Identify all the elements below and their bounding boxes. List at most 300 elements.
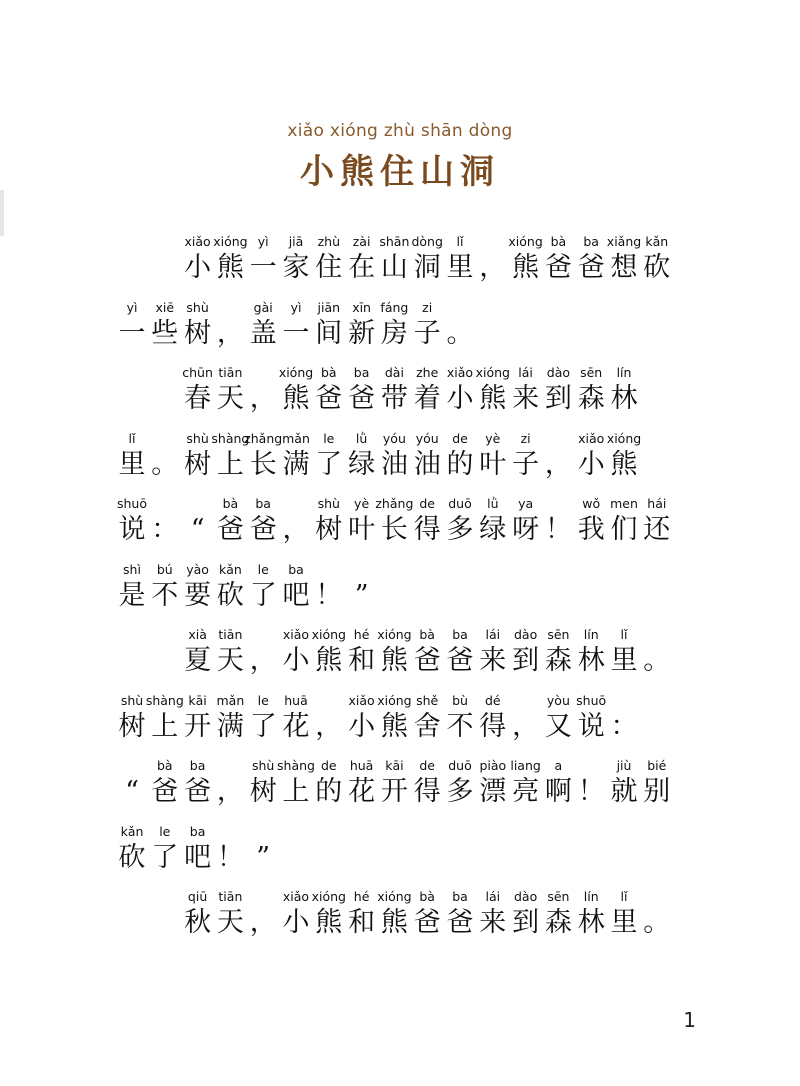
hanzi-character: ” bbox=[354, 579, 369, 611]
text-line bbox=[0, 365, 800, 429]
hanzi-character: 里 bbox=[610, 645, 638, 676]
hanzi-character: 里 bbox=[118, 448, 146, 480]
pinyin-annotation: fáng bbox=[380, 299, 409, 315]
pinyin-annotation: shù bbox=[317, 496, 340, 511]
character-cell bbox=[116, 431, 148, 495]
hanzi-character: 洞 bbox=[413, 252, 441, 283]
hanzi-character: 家 bbox=[282, 252, 310, 283]
hanzi-character: 熊 bbox=[512, 252, 540, 283]
pinyin-annotation: xiǎng bbox=[606, 234, 642, 249]
character-cell bbox=[641, 758, 673, 822]
hanzi-character: 。 bbox=[151, 448, 179, 480]
hanzi-character: “ bbox=[190, 514, 205, 545]
hanzi-character: 开 bbox=[184, 710, 212, 742]
hanzi-character: 爸 bbox=[413, 645, 441, 676]
hanzi-character: 间 bbox=[315, 317, 343, 349]
pinyin-annotation: lái bbox=[485, 627, 501, 642]
pinyin-annotation: yào bbox=[186, 561, 209, 577]
hanzi-character: 叶 bbox=[348, 514, 376, 545]
hanzi-character: 房 bbox=[380, 317, 408, 349]
pinyin-annotation: lǐ bbox=[620, 627, 628, 642]
hanzi-character: 漂 bbox=[479, 776, 507, 807]
hanzi-character: 里 bbox=[610, 907, 638, 938]
hanzi-character: 里 bbox=[446, 252, 474, 283]
hanzi-character: 爸 bbox=[315, 383, 343, 414]
hanzi-character: 。 bbox=[643, 907, 671, 938]
character-cell bbox=[346, 562, 378, 626]
pinyin-annotation: xià bbox=[188, 627, 207, 642]
pinyin-annotation: wǒ bbox=[582, 496, 601, 511]
hanzi-character: 又 bbox=[544, 710, 572, 742]
pinyin-annotation: shù bbox=[120, 692, 144, 708]
hanzi-character: ！ bbox=[577, 776, 605, 807]
pinyin-annotation: lín bbox=[583, 627, 599, 642]
pinyin-annotation: yòu bbox=[546, 692, 570, 708]
hanzi-character: 砍 bbox=[216, 579, 244, 611]
pinyin-annotation: lín bbox=[583, 889, 599, 904]
character-cell bbox=[280, 562, 312, 626]
pinyin-annotation: hái bbox=[647, 496, 667, 511]
hanzi-character: 小 bbox=[184, 252, 212, 283]
hanzi-character: 是 bbox=[118, 579, 146, 611]
title-pinyin: xiǎo xióng zhù shān dòng bbox=[287, 121, 513, 141]
hanzi-character: ， bbox=[315, 710, 343, 742]
character-cell bbox=[214, 889, 246, 953]
text-line bbox=[0, 234, 800, 298]
hanzi-character: ， bbox=[282, 514, 310, 545]
pinyin-annotation: yè bbox=[485, 430, 501, 446]
pinyin-annotation: yóu bbox=[415, 430, 439, 446]
character-cell bbox=[247, 824, 279, 888]
hanzi-character: 一 bbox=[282, 317, 310, 349]
hanzi-character: 。 bbox=[643, 645, 671, 676]
hanzi-character: ， bbox=[544, 448, 572, 480]
hanzi-character: 的 bbox=[446, 448, 474, 480]
hanzi-character: 森 bbox=[544, 907, 572, 938]
hanzi-character: 子 bbox=[512, 448, 540, 480]
pinyin-annotation: ba bbox=[189, 758, 206, 773]
hanzi-character: 的 bbox=[315, 776, 343, 807]
hanzi-character: 得 bbox=[413, 514, 441, 545]
hanzi-character: 林 bbox=[610, 383, 638, 414]
pinyin-annotation: huā bbox=[284, 692, 308, 708]
hanzi-character: 森 bbox=[544, 645, 572, 676]
pinyin-annotation: xióng bbox=[377, 627, 412, 642]
pinyin-annotation: zhǎng bbox=[244, 430, 283, 446]
hanzi-character: 些 bbox=[151, 317, 179, 349]
hanzi-character: 砍 bbox=[118, 841, 146, 873]
hanzi-character: 熊 bbox=[380, 645, 408, 676]
hanzi-character: 爸 bbox=[446, 645, 474, 676]
character-cell bbox=[608, 365, 640, 429]
hanzi-character: ， bbox=[249, 645, 277, 676]
hanzi-character: ， bbox=[216, 776, 244, 807]
pinyin-annotation: xióng bbox=[311, 627, 346, 642]
pinyin-annotation: shù bbox=[252, 758, 275, 773]
hanzi-character: 吧 bbox=[282, 579, 310, 611]
character-cell bbox=[411, 300, 443, 364]
text-line bbox=[0, 758, 800, 822]
pinyin-annotation: lǐ bbox=[620, 889, 628, 904]
page-edge-mark bbox=[0, 190, 4, 236]
character-cell bbox=[510, 496, 542, 560]
hanzi-character: 春 bbox=[184, 383, 212, 414]
hanzi-character: 熊 bbox=[380, 907, 408, 938]
hanzi-character: 熊 bbox=[315, 645, 343, 676]
pinyin-annotation: xiǎo bbox=[578, 430, 605, 446]
pinyin-annotation: xiǎo bbox=[348, 692, 375, 708]
pinyin-annotation: ya bbox=[518, 496, 534, 511]
pinyin-annotation: bà bbox=[156, 758, 173, 773]
character-cell bbox=[608, 431, 640, 495]
character-cell bbox=[214, 627, 246, 691]
pinyin-annotation: ba bbox=[583, 234, 599, 249]
hanzi-character: 树 bbox=[184, 317, 212, 349]
pinyin-annotation: shuō bbox=[576, 692, 607, 708]
pinyin-annotation: bú bbox=[156, 561, 173, 577]
pinyin-annotation: kāi bbox=[188, 692, 207, 708]
pinyin-annotation: jiān bbox=[317, 299, 341, 315]
hanzi-character: “ bbox=[125, 776, 139, 807]
pinyin-annotation: jiā bbox=[288, 234, 304, 249]
pinyin-annotation: mǎn bbox=[282, 430, 310, 446]
hanzi-character: 盖 bbox=[249, 317, 277, 349]
pinyin-annotation: dài bbox=[384, 365, 404, 380]
text-line bbox=[0, 889, 800, 953]
pinyin-annotation: xióng bbox=[508, 234, 543, 249]
pinyin-annotation: mǎn bbox=[216, 692, 245, 708]
pinyin-annotation: ba bbox=[189, 823, 206, 839]
pinyin-annotation: shān bbox=[379, 234, 410, 249]
hanzi-character: 熊 bbox=[610, 448, 638, 480]
hanzi-character: 森 bbox=[577, 383, 605, 414]
pinyin-annotation: xiǎo bbox=[446, 365, 474, 380]
hanzi-character: 着 bbox=[413, 383, 441, 414]
pinyin-annotation: men bbox=[610, 496, 638, 511]
hanzi-character: 到 bbox=[512, 645, 540, 676]
pinyin-annotation: duō bbox=[448, 496, 472, 511]
pinyin-annotation: de bbox=[419, 496, 435, 511]
hanzi-character: 要 bbox=[184, 579, 212, 611]
hanzi-character: 了 bbox=[249, 710, 277, 742]
hanzi-character: 小 bbox=[577, 448, 605, 480]
hanzi-character: ” bbox=[256, 841, 271, 873]
pinyin-annotation: xióng bbox=[278, 365, 314, 380]
hanzi-character: 还 bbox=[643, 514, 671, 545]
hanzi-character: 在 bbox=[348, 252, 376, 283]
pinyin-annotation: xīn bbox=[352, 299, 371, 315]
pinyin-annotation: xióng bbox=[606, 430, 642, 446]
pinyin-annotation: ba bbox=[452, 627, 468, 642]
pinyin-annotation: zài bbox=[352, 234, 371, 249]
pinyin-annotation: shě bbox=[416, 692, 439, 708]
pinyin-annotation: xióng bbox=[213, 234, 248, 249]
pinyin-annotation: bà bbox=[419, 889, 435, 904]
hanzi-character: 了 bbox=[249, 579, 277, 611]
pinyin-annotation: yì bbox=[126, 299, 138, 315]
pinyin-annotation: lái bbox=[485, 889, 501, 904]
pinyin-annotation: sēn bbox=[580, 365, 603, 380]
pinyin-annotation: zi bbox=[422, 299, 433, 315]
hanzi-character: 满 bbox=[216, 710, 244, 742]
hanzi-character: 天 bbox=[216, 645, 244, 676]
pinyin-annotation: a bbox=[554, 758, 563, 773]
pinyin-annotation: tiān bbox=[218, 889, 243, 904]
hanzi-character: 熊 bbox=[282, 383, 310, 414]
hanzi-character: 带 bbox=[380, 383, 408, 414]
hanzi-character: 想 bbox=[610, 252, 638, 283]
hanzi-character: 多 bbox=[446, 514, 474, 545]
hanzi-character: 爸 bbox=[348, 383, 376, 414]
hanzi-character: 到 bbox=[512, 907, 540, 938]
pinyin-annotation: tiān bbox=[218, 365, 243, 380]
character-cell bbox=[608, 627, 640, 691]
character-cell bbox=[510, 431, 542, 495]
pinyin-annotation: liang bbox=[510, 758, 541, 773]
hanzi-character: 爸 bbox=[544, 252, 572, 283]
character-cell bbox=[575, 693, 607, 757]
hanzi-character: 上 bbox=[151, 710, 179, 742]
hanzi-character: 叶 bbox=[479, 448, 507, 480]
pinyin-annotation: kǎn bbox=[645, 234, 669, 249]
hanzi-character: 熊 bbox=[315, 907, 343, 938]
hanzi-character: 林 bbox=[577, 645, 605, 676]
pinyin-annotation: shàng bbox=[277, 758, 315, 773]
pinyin-annotation: yì bbox=[257, 234, 269, 249]
hanzi-character: 爸 bbox=[446, 907, 474, 938]
hanzi-character: 吧 bbox=[184, 841, 212, 873]
hanzi-character: 花 bbox=[282, 710, 310, 742]
hanzi-character: 绿 bbox=[479, 514, 507, 545]
hanzi-character: 长 bbox=[249, 448, 277, 480]
pinyin-annotation: xiǎo bbox=[282, 889, 310, 904]
hanzi-character: 长 bbox=[380, 514, 408, 545]
hanzi-character: 夏 bbox=[184, 645, 212, 676]
pinyin-annotation: duō bbox=[448, 758, 472, 773]
pinyin-annotation: sēn bbox=[547, 889, 570, 904]
hanzi-character: 别 bbox=[643, 776, 671, 807]
hanzi-character: 到 bbox=[544, 383, 572, 414]
page-number: 1 bbox=[683, 1008, 696, 1032]
hanzi-character: 秋 bbox=[184, 907, 212, 938]
character-cell bbox=[247, 496, 279, 560]
pinyin-annotation: lǜ bbox=[487, 496, 499, 511]
pinyin-annotation: ba bbox=[353, 365, 370, 380]
hanzi-character: 爸 bbox=[577, 252, 605, 283]
hanzi-character: 和 bbox=[348, 645, 376, 676]
character-cell bbox=[116, 496, 148, 560]
hanzi-character: 了 bbox=[151, 841, 179, 873]
hanzi-character: 就 bbox=[610, 776, 638, 807]
character-cell bbox=[608, 889, 640, 953]
pinyin-annotation: ba bbox=[288, 561, 304, 577]
pinyin-annotation: chūn bbox=[182, 365, 213, 380]
hanzi-character: 熊 bbox=[479, 383, 507, 414]
hanzi-character: 爸 bbox=[151, 776, 179, 807]
character-cell bbox=[477, 693, 509, 757]
hanzi-character: ！ bbox=[544, 514, 572, 545]
text-line bbox=[0, 627, 800, 691]
hanzi-character: 一 bbox=[118, 317, 146, 349]
character-cell bbox=[313, 562, 345, 626]
pinyin-annotation: de bbox=[452, 430, 468, 446]
hanzi-character: 得 bbox=[413, 776, 441, 807]
pinyin-annotation: shàng bbox=[145, 692, 184, 708]
pinyin-annotation: dào bbox=[513, 889, 538, 904]
hanzi-character: 树 bbox=[118, 710, 146, 742]
hanzi-character: ！ bbox=[216, 841, 244, 873]
pinyin-annotation: bà bbox=[419, 627, 435, 642]
text-line bbox=[0, 824, 800, 888]
hanzi-character: 亮 bbox=[512, 776, 540, 807]
hanzi-character: ！ bbox=[315, 579, 343, 611]
hanzi-character: 我 bbox=[577, 514, 605, 545]
hanzi-character: 一 bbox=[249, 252, 277, 283]
hanzi-character: 了 bbox=[315, 448, 343, 480]
text-line bbox=[0, 693, 800, 757]
hanzi-character: ： bbox=[151, 514, 179, 545]
hanzi-character: 油 bbox=[413, 448, 441, 480]
hanzi-character: 爸 bbox=[184, 776, 212, 807]
pinyin-annotation: kǎn bbox=[120, 823, 144, 839]
character-cell bbox=[608, 693, 640, 757]
pinyin-annotation: yóu bbox=[382, 430, 406, 446]
hanzi-character: ， bbox=[249, 907, 277, 938]
hanzi-character: 爸 bbox=[249, 514, 277, 545]
hanzi-character: 树 bbox=[249, 776, 277, 807]
pinyin-annotation: bà bbox=[320, 365, 337, 380]
hanzi-character: 爸 bbox=[413, 907, 441, 938]
page-title: 小熊住山洞 bbox=[300, 152, 500, 192]
character-cell bbox=[280, 693, 312, 757]
pinyin-annotation: bà bbox=[222, 496, 239, 511]
hanzi-character: 砍 bbox=[643, 252, 671, 283]
hanzi-character: 爸 bbox=[216, 514, 244, 545]
pinyin-annotation: bié bbox=[647, 758, 667, 773]
hanzi-character: 小 bbox=[348, 710, 376, 742]
hanzi-character: ， bbox=[249, 383, 277, 414]
pinyin-annotation: lái bbox=[518, 365, 533, 380]
pinyin-annotation: yì bbox=[290, 299, 302, 315]
pinyin-annotation: lín bbox=[616, 365, 632, 380]
pinyin-annotation: xiǎo bbox=[184, 234, 211, 249]
pinyin-annotation: dé bbox=[484, 692, 501, 708]
character-cell bbox=[182, 300, 214, 364]
hanzi-character: 舍 bbox=[413, 710, 441, 742]
character-cell bbox=[444, 234, 476, 298]
pinyin-annotation: lǐ bbox=[128, 430, 136, 446]
hanzi-character: 树 bbox=[315, 514, 343, 545]
pinyin-annotation: sēn bbox=[547, 627, 570, 642]
hanzi-character: 油 bbox=[380, 448, 408, 480]
hanzi-character: 来 bbox=[479, 645, 507, 676]
hanzi-character: 来 bbox=[512, 383, 540, 414]
pinyin-annotation: jiù bbox=[616, 758, 632, 773]
text-line bbox=[0, 562, 800, 626]
hanzi-character: 山 bbox=[380, 252, 408, 283]
pinyin-annotation: shù bbox=[186, 299, 209, 315]
pinyin-annotation: de bbox=[419, 758, 435, 773]
pinyin-annotation: lǐ bbox=[456, 234, 464, 249]
character-cell bbox=[214, 824, 246, 888]
pinyin-annotation: hé bbox=[353, 627, 370, 642]
hanzi-character: 和 bbox=[348, 907, 376, 938]
pinyin-annotation: bù bbox=[452, 692, 468, 708]
character-cell bbox=[641, 496, 673, 560]
pinyin-annotation: shù bbox=[186, 430, 209, 446]
pinyin-annotation: tiān bbox=[218, 627, 243, 642]
character-cell bbox=[641, 627, 673, 691]
pinyin-annotation: shàng bbox=[211, 430, 250, 446]
hanzi-character: 树 bbox=[184, 448, 212, 480]
hanzi-character: 不 bbox=[151, 579, 179, 611]
hanzi-character: 说 bbox=[118, 514, 146, 545]
hanzi-character: ： bbox=[610, 710, 638, 742]
hanzi-character: 来 bbox=[479, 907, 507, 938]
hanzi-character: ， bbox=[512, 710, 540, 742]
pinyin-annotation: de bbox=[320, 758, 337, 773]
pinyin-annotation: qiū bbox=[187, 889, 208, 904]
pinyin-annotation: shuō bbox=[116, 496, 147, 511]
pinyin-annotation: xióng bbox=[311, 889, 346, 904]
hanzi-character: 得 bbox=[479, 710, 507, 742]
hanzi-character: 多 bbox=[446, 776, 474, 807]
hanzi-character: 说 bbox=[577, 710, 605, 742]
hanzi-character: 。 bbox=[446, 317, 474, 349]
hanzi-character: 啊 bbox=[544, 776, 572, 807]
character-cell bbox=[182, 758, 214, 822]
text-line bbox=[0, 496, 800, 560]
pinyin-annotation: zhù bbox=[317, 234, 340, 249]
hanzi-character: 住 bbox=[315, 252, 343, 283]
pinyin-annotation: huā bbox=[349, 758, 374, 773]
character-cell bbox=[214, 365, 246, 429]
pinyin-annotation: piào bbox=[479, 758, 507, 773]
character-cell bbox=[182, 824, 214, 888]
hanzi-character: 林 bbox=[577, 907, 605, 938]
pinyin-annotation: xiǎo bbox=[282, 627, 310, 642]
pinyin-annotation: yè bbox=[354, 496, 370, 511]
pinyin-annotation: kǎn bbox=[218, 561, 242, 577]
pinyin-annotation: dào bbox=[546, 365, 571, 380]
hanzi-character: 小 bbox=[282, 645, 310, 676]
pinyin-annotation: zi bbox=[520, 430, 531, 446]
pinyin-annotation: xióng bbox=[475, 365, 510, 380]
hanzi-character: ， bbox=[216, 317, 244, 349]
pinyin-annotation: le bbox=[159, 823, 171, 839]
hanzi-character: 上 bbox=[216, 448, 244, 480]
hanzi-character: 小 bbox=[446, 383, 474, 414]
character-cell bbox=[149, 496, 181, 560]
text-line bbox=[0, 431, 800, 495]
pinyin-annotation: bà bbox=[550, 234, 567, 249]
pinyin-annotation: le bbox=[257, 692, 269, 708]
pinyin-annotation: xióng bbox=[377, 692, 412, 708]
pinyin-annotation: dào bbox=[513, 627, 538, 642]
pinyin-annotation: dòng bbox=[411, 234, 443, 249]
character-cell bbox=[444, 300, 476, 364]
pinyin-annotation: ba bbox=[452, 889, 468, 904]
pinyin-annotation: zhe bbox=[416, 365, 439, 380]
hanzi-character: 小 bbox=[282, 907, 310, 938]
text-line bbox=[0, 300, 800, 364]
pinyin-annotation: hé bbox=[353, 889, 370, 904]
pinyin-annotation: gài bbox=[253, 299, 273, 315]
character-cell bbox=[641, 234, 673, 298]
hanzi-character: 们 bbox=[610, 514, 638, 545]
hanzi-character: 不 bbox=[446, 710, 474, 742]
hanzi-character: 新 bbox=[348, 317, 376, 349]
